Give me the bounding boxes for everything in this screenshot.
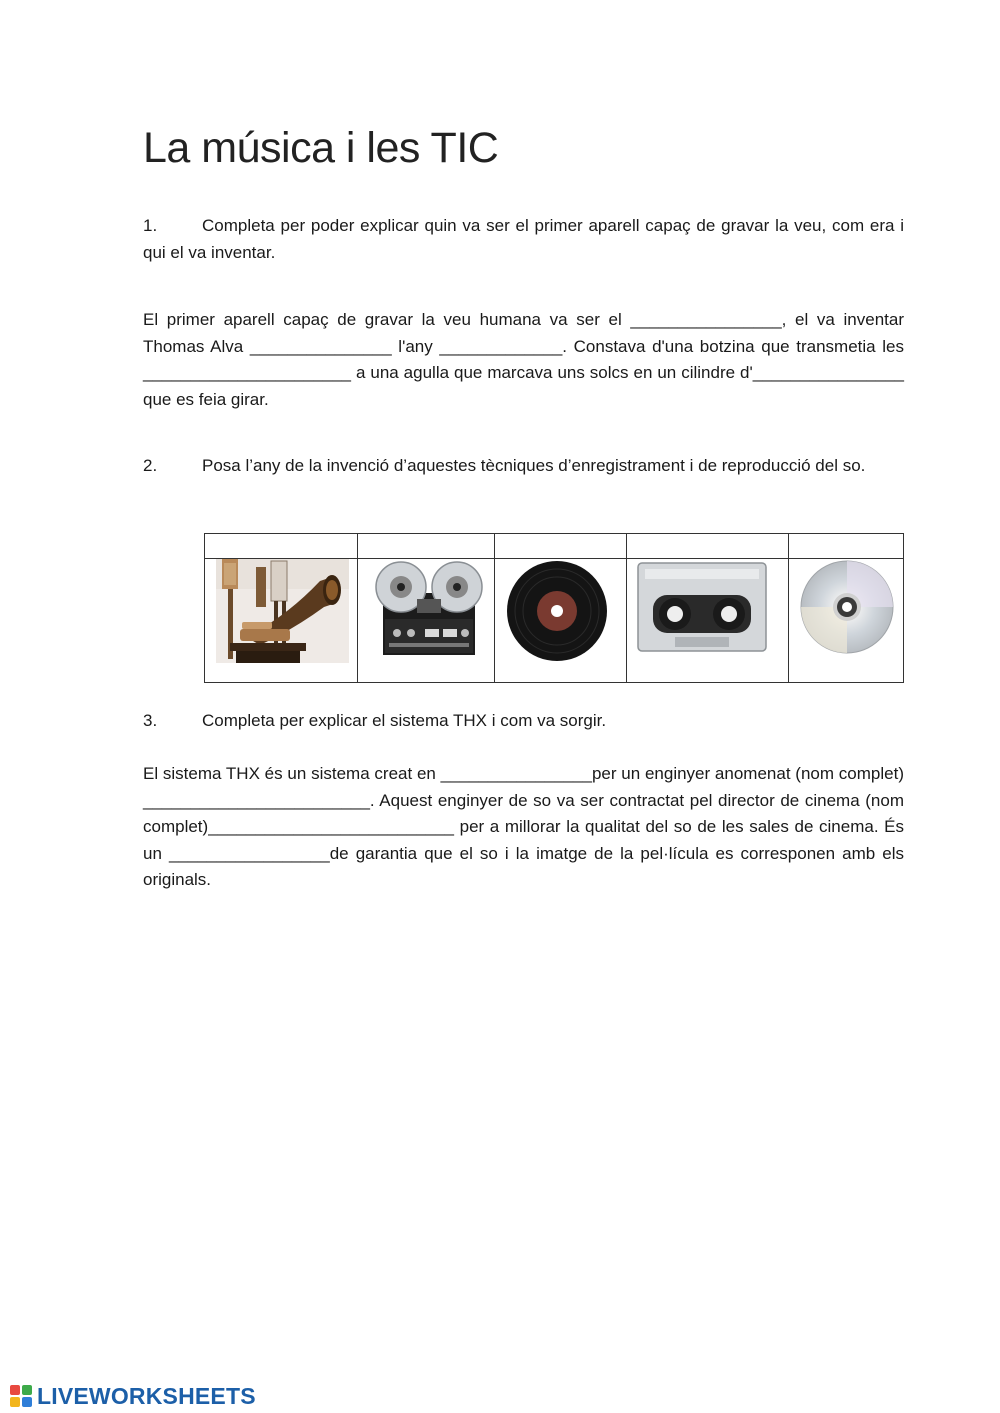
logo-block-yellow	[10, 1397, 20, 1407]
audio-cassette-image	[635, 559, 769, 657]
thx-answer-blank-3[interactable]: __________________________	[208, 817, 455, 836]
answer-blank-2[interactable]: _______________	[249, 336, 392, 356]
year-input-cell-3[interactable]	[495, 534, 626, 558]
question-3-prompt	[143, 708, 904, 735]
answer-blank-5[interactable]: ________________	[752, 363, 904, 382]
thx-answer-blank-4[interactable]: _________________	[168, 843, 330, 863]
reel-to-reel-tape-recorder-image	[373, 559, 485, 657]
liveworksheets-logo[interactable]	[10, 1383, 256, 1409]
page-title: La música i les TIC	[143, 124, 499, 172]
compact-disc-image	[799, 559, 895, 655]
vinyl-record-image	[505, 559, 610, 663]
question-3-number: 3.	[143, 711, 158, 730]
phonograph-image	[216, 559, 349, 663]
year-answer-table	[204, 533, 904, 683]
question-2-text: Posa l’any de la invenció d’aquestes tècniques d’enregistrament i de reproducció del so.	[202, 456, 866, 475]
year-input-cell-4[interactable]	[627, 534, 788, 558]
question-2-number: 2.	[143, 456, 158, 475]
year-input-cell-5[interactable]	[789, 534, 903, 558]
year-input-cell-1[interactable]	[205, 534, 357, 558]
answer-blank-3[interactable]: _____________	[439, 336, 563, 356]
logo-mark-icon	[10, 1385, 32, 1407]
answer-blank-1[interactable]: ________________	[630, 310, 782, 329]
question-2-prompt	[143, 453, 904, 480]
logo-block-green	[22, 1385, 32, 1395]
year-input-cell-2[interactable]	[358, 534, 494, 558]
thx-answer-blank-2[interactable]: ________________________	[143, 790, 370, 810]
logo-block-red	[10, 1385, 20, 1395]
question-1-prompt	[143, 213, 904, 266]
question-1-fill-text: El primer aparell capaç de gravar la veu humana va ser el ________________, el va inventar Thomas Alva _______________ l'any _____________. Constava d'una botzina que transmetia les ______________________ a una agulla que marcava uns solcs en un cilindre d'________________ que es feia girar.	[143, 310, 904, 409]
question-1-text: Completa per poder explicar quin va ser el primer aparell capaç de gravar la veu, com era i qui el va inventar.	[143, 216, 904, 262]
question-1-number: 1.	[143, 216, 158, 235]
logo-block-blue	[22, 1397, 32, 1407]
answer-blank-4[interactable]: ______________________	[143, 363, 352, 382]
logo-text: LIVEWORKSHEETS	[37, 1382, 256, 1409]
question-3-text: Completa per explicar el sistema THX i com va sorgir.	[202, 711, 607, 730]
question-3-fill-text: El sistema THX és un sistema creat en ________________per un enginyer anomenat (nom complet) ________________________. Aquest enginyer de so va ser contractat pel director de cinema (nom complet)__________________________ per a millorar la qualitat del so de les sales de cinema. És un _________________de garantia que el so i la imatge de la pel·lícula es corresponen amb els originals.	[143, 764, 904, 889]
thx-answer-blank-1[interactable]: ________________	[440, 764, 592, 783]
